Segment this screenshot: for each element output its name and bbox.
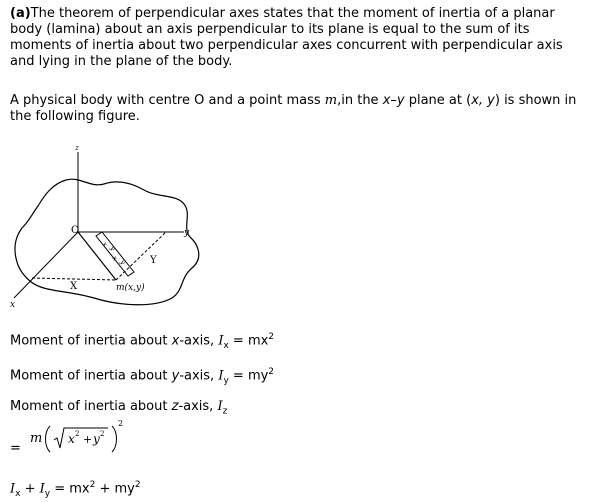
- iz-suffix: -axis,: [178, 399, 218, 414]
- iz-equals-sign: =: [10, 441, 21, 456]
- equation-iz: [10, 399, 227, 420]
- ix-rhs: = mx: [228, 333, 269, 349]
- description-paragraph: [10, 93, 585, 125]
- ix-subscript: x: [223, 340, 229, 351]
- sum-ix: I: [10, 481, 16, 497]
- description-mass: m: [324, 93, 338, 108]
- mass-element: [96, 232, 134, 276]
- iz-left-paren: [46, 426, 51, 452]
- projection-x: [32, 278, 116, 280]
- iy-rhs: = my: [228, 368, 269, 384]
- iz-formula-y: y: [93, 432, 100, 446]
- label-point: m(x,y): [116, 283, 145, 293]
- label-origin: O: [71, 225, 80, 236]
- radius-line: [78, 232, 116, 280]
- sum-iy-subscript: y: [44, 488, 51, 499]
- iz-formula-plus: +: [83, 433, 93, 446]
- equation-iy: [10, 364, 274, 389]
- iy-subscript: y: [223, 375, 229, 386]
- equation-sum: [10, 477, 141, 502]
- projection-y: [116, 232, 166, 280]
- iz-formula-x: x: [68, 432, 75, 446]
- iz-formula: [28, 418, 138, 458]
- sum-power-2: 2: [134, 480, 141, 490]
- label-diag-a: x: [100, 240, 110, 249]
- perpendicular-axes-figure: [8, 140, 208, 320]
- label-x-axis: x: [10, 300, 16, 310]
- iy-suffix: -axis,: [179, 368, 219, 384]
- sum-iy: I: [39, 481, 45, 497]
- ix-suffix: -axis,: [179, 333, 219, 349]
- sum-rhs-2: + my: [95, 481, 135, 497]
- ix-text: Moment of inertia about: [10, 333, 172, 349]
- iy-axis: y: [171, 368, 180, 384]
- iz-subscript: z: [222, 406, 228, 417]
- intro-paragraph: [10, 6, 585, 70]
- iz-formula-m: m: [30, 431, 43, 446]
- description-text: ,in the: [337, 93, 383, 108]
- ix-symbol: I: [218, 333, 224, 349]
- description-coord: x, y: [471, 93, 495, 108]
- ix-power: 2: [268, 332, 275, 342]
- sum-rhs: = mx: [50, 481, 90, 497]
- label-Y: Y: [150, 255, 157, 266]
- label-diag-b: y: [108, 244, 118, 253]
- iy-symbol: I: [218, 368, 224, 384]
- label-diag-c: x: [110, 254, 120, 263]
- iy-power: 2: [268, 367, 275, 377]
- iy-text: Moment of inertia about: [10, 368, 172, 384]
- label-z: z: [75, 144, 79, 152]
- sum-ix-subscript: x: [15, 488, 21, 499]
- ix-axis: x: [171, 333, 180, 349]
- sum-plus: +: [20, 481, 40, 497]
- label-X: X: [70, 281, 78, 292]
- label-y-axis: y: [184, 228, 190, 238]
- iz-formula-y-power: 2: [100, 430, 105, 438]
- iz-text: Moment of inertia about: [10, 399, 172, 414]
- intro-label: (a): [10, 6, 31, 21]
- description-plane: x–y: [382, 93, 405, 108]
- iz-right-paren: [112, 426, 117, 452]
- description-text: A physical body with centre O and a point mass: [10, 93, 325, 108]
- iz-axis: z: [171, 399, 179, 414]
- sum-power-1: 2: [89, 480, 96, 490]
- iz-formula-outer-power: 2: [118, 419, 124, 428]
- iz-formula-x-power: 2: [75, 430, 80, 438]
- equation-ix: [10, 329, 274, 354]
- intro-text: The theorem of perpendicular axes states that the moment of inertia of a planar body (lamina) about an axis perpendicular to its plane is equal to the sum of its moments of inertia about two perpendicular axes concurrent with perpendicular axis and lying in the plane of the body.: [10, 6, 563, 69]
- iz-symbol: I: [217, 399, 223, 414]
- description-text: plane at (: [404, 93, 472, 108]
- label-diag-d: y: [118, 258, 128, 267]
- description-text: ) is shown in the following figure.: [10, 93, 577, 124]
